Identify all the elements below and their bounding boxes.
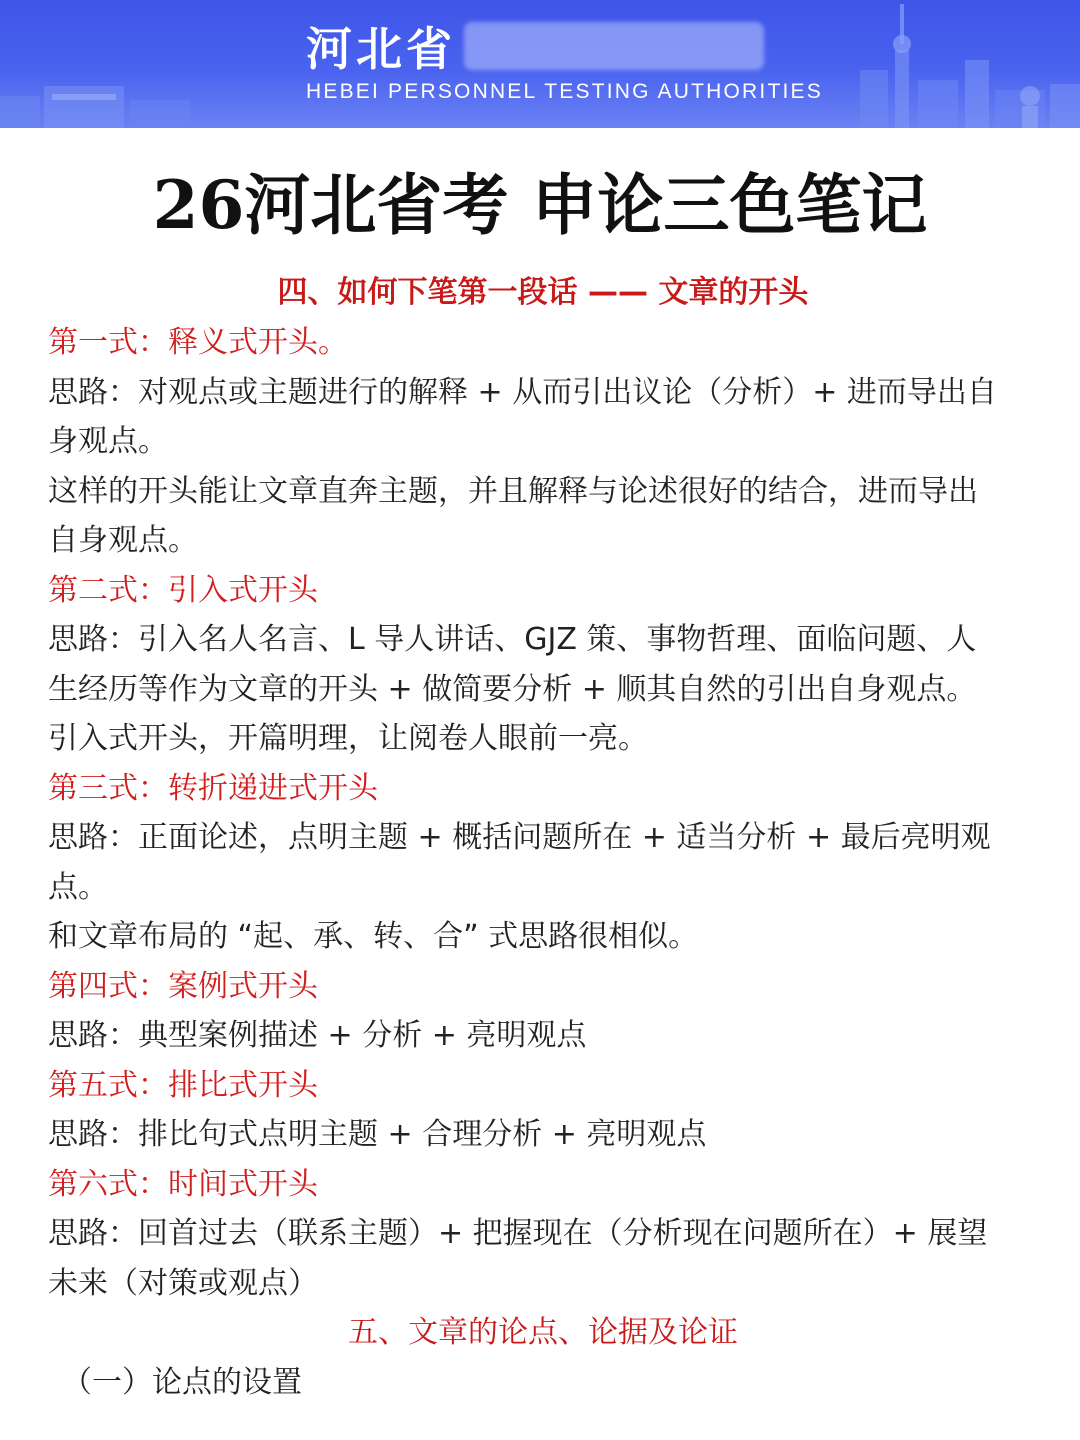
- header-banner: [0, 0, 1080, 128]
- banner-title: 河北省: [306, 22, 456, 76]
- method-heading-6: 第六式：时间式开头: [48, 1166, 318, 1202]
- text-line: 思路：典型案例描述 + 分析 + 亮明观点: [48, 1018, 587, 1053]
- text-line: 这样的开头能让文章直奔主题，并且解释与论述很好的结合，进而导出: [48, 473, 978, 509]
- text-line: 和文章布局的 “起、承、转、合” 式思路很相似。: [48, 919, 699, 954]
- method-heading-5: 第五式：排比式开头: [48, 1067, 318, 1103]
- text-line: 思路：回首过去（联系主题）+ 把握现在（分析现在问题所在）+ 展望: [48, 1216, 988, 1251]
- text-line: 自身观点。: [48, 523, 198, 558]
- text-line: 点。: [48, 869, 108, 905]
- notes-content: [48, 268, 1038, 1408]
- blurred-banner-text: [464, 22, 764, 70]
- method-heading-2: 第二式：引入式开头: [48, 572, 318, 608]
- text-line: 身观点。: [48, 424, 168, 459]
- text-line: 思路：引入名人名言、L 导人讲话、GJZ 策、事物哲理、面临问题、人: [48, 622, 977, 657]
- text-line: 生经历等作为文章的开头 + 做简要分析 + 顺其自然的引出自身观点。: [48, 671, 977, 707]
- text-line: 思路：排比句式点明主题 + 合理分析 + 亮明观点: [48, 1117, 707, 1152]
- method-heading-1: 第一式：释义式开头。: [48, 325, 348, 360]
- method-heading-4: 第四式：案例式开头: [48, 968, 318, 1004]
- section-heading-5: 五、文章的论点、论据及论证: [348, 1315, 738, 1350]
- text-line: 思路：正面论述，点明主题 + 概括问题所在 + 适当分析 + 最后亮明观: [48, 820, 991, 855]
- text-line: 思路：对观点或主题进行的解释 + 从而引出议论（分析）+ 进而导出自: [48, 374, 997, 410]
- banner-subtitle: HEBEI PERSONNEL TESTING AUTHORITIES: [306, 80, 823, 103]
- text-line: 未来（对策或观点）: [48, 1265, 318, 1301]
- subsection-heading: （一）论点的设置: [62, 1365, 302, 1400]
- method-heading-3: 第三式：转折递进式开头: [48, 770, 378, 806]
- text-line: 引入式开头，开篇明理，让阅卷人眼前一亮。: [48, 721, 648, 756]
- page-title: 26河北省考 申论三色笔记: [152, 166, 928, 244]
- section-heading-4: 四、如何下笔第一段话 —— 文章的开头: [277, 275, 809, 310]
